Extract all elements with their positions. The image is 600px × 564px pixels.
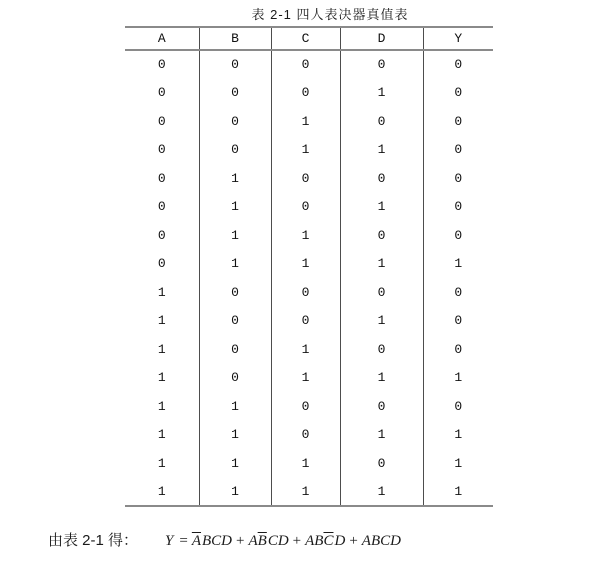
truth-cell-y: 1 [423, 364, 493, 393]
table-row [125, 364, 493, 393]
truth-cell-b: 0 [199, 278, 271, 307]
table-row [125, 107, 493, 136]
table-row [125, 250, 493, 279]
truth-cell-b: 0 [199, 364, 271, 393]
truth-cell-b: 1 [199, 164, 271, 193]
truth-cell-d: 0 [340, 107, 423, 136]
truth-cell-y: 0 [423, 136, 493, 165]
formula-term [362, 533, 401, 549]
truth-cell-c: 0 [271, 392, 340, 421]
truth-cell-d: 1 [340, 478, 423, 507]
truth-cell-c: 0 [271, 164, 340, 193]
truth-cell-c: 1 [271, 107, 340, 136]
truth-cell-c: 1 [271, 250, 340, 279]
formula-lhs: Y [165, 533, 174, 549]
truth-table-header-row [125, 27, 493, 50]
truth-cell-b: 0 [199, 79, 271, 108]
column-header-c: C [271, 27, 340, 50]
term-overbar: $\overline{C}$ [323, 533, 334, 549]
truth-cell-a: 1 [157, 284, 166, 300]
truth-cell-a: 1 [157, 455, 166, 471]
truth-cell-b: 0 [199, 136, 271, 165]
truth-cell-a: 0 [157, 256, 166, 272]
formula-term [305, 533, 345, 549]
truth-cell-d: 0 [340, 164, 423, 193]
term-plain: AB [305, 533, 324, 549]
truth-cell-y: 0 [423, 107, 493, 136]
truth-cell-b: 0 [199, 335, 271, 364]
truth-cell-a: 1 [157, 370, 166, 386]
truth-cell-c: 1 [271, 449, 340, 478]
truth-cell-y: 1 [423, 421, 493, 450]
boolean-formula [165, 533, 401, 549]
term-plain: ABCD [361, 533, 401, 549]
truth-cell-b: 1 [199, 392, 271, 421]
term-overbar: $\overline{B}$ [257, 533, 267, 549]
term-overbar: $\overline{A}$ [191, 533, 202, 549]
plus-sign: + [236, 533, 245, 549]
table-row [125, 335, 493, 364]
truth-cell-c: 0 [271, 193, 340, 222]
truth-cell-d: 0 [340, 278, 423, 307]
truth-cell-a: 1 [157, 398, 166, 414]
table-caption: 表 2-1 四人表决器真值表 [251, 7, 409, 22]
truth-cell-y: 0 [423, 221, 493, 250]
truth-cell-c: 1 [271, 364, 340, 393]
truth-cell-b: 0 [199, 307, 271, 336]
truth-cell-d: 0 [340, 392, 423, 421]
column-header-a: A [125, 27, 199, 50]
table-row [125, 50, 493, 79]
table-row [125, 193, 493, 222]
truth-cell-b: 1 [199, 250, 271, 279]
truth-cell-a: 0 [157, 227, 166, 243]
truth-cell-c: 1 [271, 136, 340, 165]
truth-cell-c: 1 [271, 335, 340, 364]
table-row [125, 136, 493, 165]
truth-cell-d: 0 [340, 50, 423, 79]
truth-cell-y: 0 [423, 307, 493, 336]
truth-cell-y: 0 [423, 335, 493, 364]
term-plain: CD [267, 533, 289, 549]
table-row [125, 278, 493, 307]
table-row [125, 164, 493, 193]
truth-cell-a: 0 [157, 57, 166, 73]
table-row [125, 392, 493, 421]
truth-cell-b: 1 [199, 478, 271, 507]
truth-cell-d: 1 [340, 79, 423, 108]
truth-cell-c: 0 [271, 79, 340, 108]
table-row [125, 478, 493, 507]
truth-cell-d: 1 [340, 193, 423, 222]
formula-term [192, 533, 232, 549]
table-row [125, 421, 493, 450]
truth-cell-c: 1 [271, 221, 340, 250]
truth-cell-d: 1 [340, 421, 423, 450]
column-header-b: B [199, 27, 271, 50]
truth-cell-c: 0 [271, 50, 340, 79]
truth-cell-b: 1 [199, 421, 271, 450]
column-header-y: Y [423, 27, 493, 50]
derivation-prefix: 由表 2-1 得： [48, 532, 139, 549]
truth-cell-y: 0 [423, 278, 493, 307]
truth-cell-y: 1 [423, 250, 493, 279]
truth-cell-a: 0 [157, 170, 166, 186]
truth-cell-c: 0 [271, 421, 340, 450]
truth-cell-c: 0 [271, 307, 340, 336]
truth-cell-a: 1 [157, 313, 166, 329]
column-header-d: D [340, 27, 423, 50]
table-row [125, 221, 493, 250]
truth-cell-y: 0 [423, 79, 493, 108]
truth-cell-a: 1 [157, 341, 166, 357]
truth-cell-y: 1 [423, 478, 493, 507]
term-plain: D [334, 533, 346, 549]
derivation-line [48, 529, 401, 550]
truth-cell-a: 1 [157, 427, 166, 443]
truth-cell-a: 0 [157, 199, 166, 215]
truth-cell-b: 1 [199, 193, 271, 222]
truth-cell-y: 0 [423, 392, 493, 421]
truth-cell-b: 0 [199, 50, 271, 79]
truth-cell-d: 0 [340, 221, 423, 250]
truth-cell-d: 1 [340, 364, 423, 393]
truth-cell-d: 1 [340, 250, 423, 279]
truth-cell-d: 0 [340, 449, 423, 478]
truth-cell-b: 0 [199, 107, 271, 136]
truth-cell-d: 0 [340, 335, 423, 364]
term-plain: BCD [202, 533, 233, 549]
truth-cell-a: 1 [157, 483, 166, 499]
plus-sign: + [292, 533, 302, 549]
truth-cell-d: 1 [340, 136, 423, 165]
table-row [125, 79, 493, 108]
truth-cell-y: 0 [423, 164, 493, 193]
truth-cell-c: 1 [271, 478, 340, 507]
table-row [125, 449, 493, 478]
formula-term [248, 533, 288, 549]
term-plain: A [248, 533, 258, 549]
truth-cell-a: 0 [157, 113, 166, 129]
equals-sign: = [179, 533, 188, 549]
plus-sign: + [349, 533, 358, 549]
truth-cell-c: 0 [271, 278, 340, 307]
truth-table [125, 26, 493, 507]
truth-cell-y: 0 [423, 50, 493, 79]
truth-cell-a: 0 [157, 142, 166, 158]
truth-cell-b: 1 [199, 449, 271, 478]
truth-cell-a: 0 [157, 85, 166, 101]
truth-cell-y: 1 [423, 449, 493, 478]
table-row [125, 307, 493, 336]
truth-cell-y: 0 [423, 193, 493, 222]
truth-cell-d: 1 [340, 307, 423, 336]
truth-cell-b: 1 [199, 221, 271, 250]
